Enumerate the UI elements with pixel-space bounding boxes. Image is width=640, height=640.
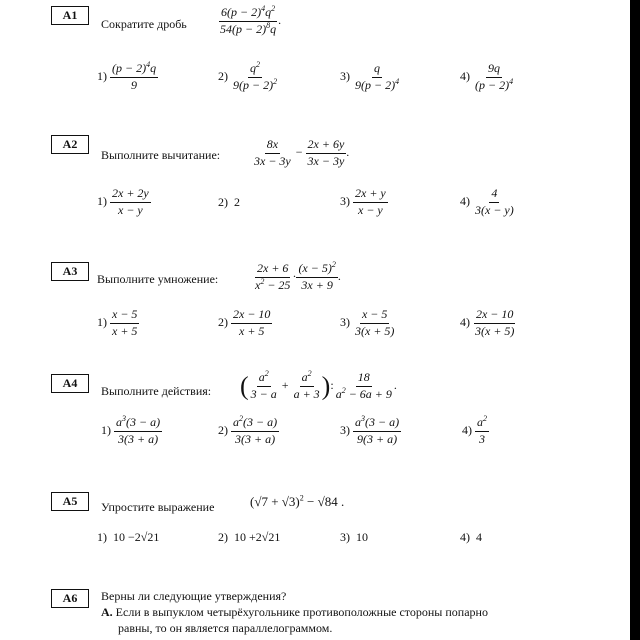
option-3[interactable]: 3) $\frac{x - 5}{3(x + 5)}$ <box>340 307 395 338</box>
task-tag: A2 <box>51 135 89 154</box>
task-prompt: Выполните умножение: <box>97 272 219 286</box>
option-1[interactable]: 1) 10 −2√21 <box>97 530 160 544</box>
task-expression: $(√7 + √3)^2 - √84$ . <box>250 493 345 509</box>
option-2[interactable]: 2) 10 +2√21 <box>218 530 281 544</box>
task-expression: ( $\frac{a^2}{3 - a}$ + $\frac{a^2}{a + 3}$ ): $\frac{18}{a^2 - 6a + 9}$ . <box>240 369 397 401</box>
task-expression: $\frac{2x + 6}{x^2 - 25}$ · $\frac{(x - 5)^2}{3x + 9}$ . <box>255 260 341 292</box>
option-3[interactable]: 3) 10 <box>340 530 368 544</box>
task-prompt: Упростите выражение <box>101 500 215 514</box>
option-4[interactable]: 4) 4 <box>460 530 482 544</box>
option-1[interactable]: 1) $\frac{(p - 2)^4q}{9}$ <box>97 60 157 92</box>
task-expression: $\frac{6(p - 2)^4q^2}{54(p - 2)^8q}$ . <box>220 4 282 36</box>
task-prompt: Верны ли следующие утверждения? <box>101 589 287 603</box>
statement-a-continued: равны, то он является параллелограммом. <box>118 621 333 635</box>
task-tag: A3 <box>51 262 89 281</box>
option-4[interactable]: 4) $\frac{a^2}{3}$ <box>462 414 487 446</box>
option-3[interactable]: 3) $\frac{q}{9(p - 2)^4}$ <box>340 61 400 92</box>
option-4[interactable]: 4) $\frac{9q}{(p - 2)^4}$ <box>460 61 514 92</box>
task-prompt: Сократите дробь <box>101 17 187 31</box>
option-4[interactable]: 4) $\frac{2x - 10}{3(x + 5)}$ <box>460 307 515 338</box>
page-edge <box>630 0 640 640</box>
task-tag: A1 <box>51 6 89 25</box>
option-1[interactable]: 1) $\frac{2x + 2y}{x - y}$ <box>97 186 149 217</box>
option-1[interactable]: 1) $\frac{x - 5}{x + 5}$ <box>97 307 138 338</box>
option-4[interactable]: 4) $\frac{4}{3(x - y)}$ <box>460 186 514 217</box>
option-2[interactable]: 2) $\frac{a^2(3 - a)}{3(3 + a)}$ <box>218 414 278 446</box>
task-tag: A4 <box>51 374 89 393</box>
option-2[interactable]: 2) 2 <box>218 195 240 209</box>
option-2[interactable]: 2) $\frac{q^2}{9(p - 2)^2}$ <box>218 60 278 92</box>
option-1[interactable]: 1) $\frac{a^3(3 - a)}{3(3 + a)}$ <box>101 414 161 446</box>
task-tag: A6 <box>51 589 89 608</box>
task-expression: $\frac{8x}{3x - 3y}$ − $\frac{2x + 6y}{3x - 3y}$ . <box>254 137 350 168</box>
option-3[interactable]: 3) $\frac{a^3(3 - a)}{9(3 + a)}$ <box>340 414 400 446</box>
statement-a: А. Если в выпуклом четырёхугольнике противоположные стороны попарно <box>101 605 488 619</box>
task-prompt: Выполните действия: <box>101 384 212 398</box>
task-tag: A5 <box>51 492 89 511</box>
task-prompt: Выполните вычитание: <box>101 148 221 162</box>
option-2[interactable]: 2) $\frac{2x - 10}{x + 5}$ <box>218 307 271 338</box>
option-3[interactable]: 3) $\frac{2x + y}{x - y}$ <box>340 186 386 217</box>
